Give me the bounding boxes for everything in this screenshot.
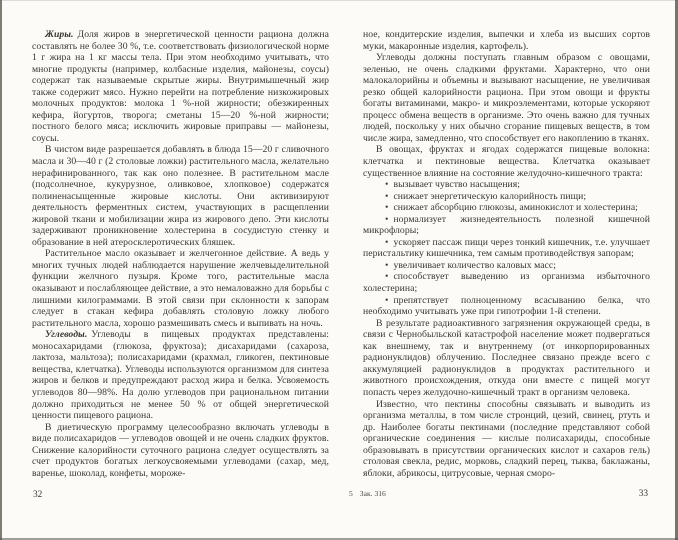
bullet-icon: • — [385, 179, 389, 191]
list-item — [363, 271, 650, 294]
paragraph-text: В диетическую программу целесообразно включать углеводы в виде полисахаридов — углеводов овощей и не очень сладких фруктов. Снижение калорийности суточного рациона следует осуществлять за счет продуктов богатых легкоусвояемыми углеводами (сахар, мед, варенье, шоколад, конфеты, мороже- — [32, 421, 329, 479]
paragraph-pure-oil — [32, 144, 329, 248]
list-item-text: увеличивает количество каловых масс; — [393, 259, 556, 271]
page-number-left: 32 — [33, 490, 43, 500]
page-right-text-column — [363, 29, 650, 479]
printers-signature — [349, 489, 386, 498]
paragraph-fats — [32, 29, 329, 144]
list-item-text: препятствует полноценному всасыванию белка, что необходимо учитывать уже при гипотрофии 1-й степени. — [363, 294, 650, 318]
paragraph-diet-program — [32, 422, 329, 480]
list-item-text: снижает энергетическую калорийность пищи; — [393, 190, 587, 202]
paragraph-vegetable-oil — [32, 248, 329, 329]
scan-edge-left — [0, 0, 2, 540]
lead-word-fats: Жиры. — [45, 29, 74, 40]
list-item — [363, 260, 650, 272]
list-item-text: способствует выведению из организма избыточного холестерина; — [363, 271, 650, 295]
paragraph-text: Растительное масло оказывает и желчегонное действие. А ведь у многих тучных людей наблюдается нарушение желчевыделительной функции желчного пузыря. Кроме того, растительные масла оказывают и послабляющее действие, а это немаловажно для борьбы с лишними килограммами. В этой связи при склонности к запорам следует в стакан кефира добавлять столовую ложку любого растительного масла, хорошо размешивать смесь и выпивать на ночь. — [32, 248, 329, 329]
paragraph-continuation — [363, 29, 650, 52]
list-item-text: снижает абсорбцию глюкозы, аминокислот и холестерина; — [393, 202, 638, 214]
paragraph-carbohydrates — [32, 329, 329, 421]
paragraph-text: Известно, что пектины способны связывать и выводить из организма металлы, в том числе стронций, цезий, свинец, ртуть и др. Наиболее богаты пектинами (последние представляют собой органические соединения — кислые полисахариды, способные образовывать в присутствии органических кислот и сахаров гель) столовая свекла, редис, морковь, сладкий перец, тыква, баклажаны, яблоки, абрикосы, цитрусовые, черная сморо- — [363, 398, 650, 479]
list-item — [363, 202, 650, 214]
signature-number: 5 — [349, 489, 353, 498]
paragraph-carbs-vegetables — [363, 52, 650, 144]
paragraph-text: Доля жиров в энергетической ценности рациона должна составлять не более 30 %, т.е. соответствовать физиологической норме 1 г жира на 1 кг массы тела. При этом необходимо учитывать, что многие продукты (например, колбасные изделия, майонезы, соусы) содержат так называемые скрытые жиры. Внутримышечный жир также содержит мясо. Нужно перейти на потребление низкожировых молочных продуктов: молока 1 %-ной жирности; обезжиренных кефира, йогуртов, творога; сметаны 15—20 %-ной жирности; постного белого мяса; исключить жировые приправы — майонезы, соусы. — [32, 29, 329, 144]
paragraph-text: В чистом виде разрешается добавлять в блюда 15—20 г сливочного масла и 30—40 г (2 столовые ложки) растительного масла, желательно нерафинированного, так как оно полезнее. В растительном масле (подсолнечное, кукурузное, оливковое, хлопковое) содержатся полиненасыщенные жировые кислоты. Они активизируют деятельность ферментных систем, участвующих в расщеплении жировой ткани и мобилизации жира из жирового депо. Эти кислоты задерживают проникновение холестерина в сосудистую стенку и образование в ней атеросклеротических бляшек. — [32, 144, 329, 248]
bullet-icon: • — [385, 202, 389, 214]
list-item-text: нормализует жизнедеятельность полезной кишечной микрофлоры; — [363, 213, 650, 237]
page-left-text-column — [32, 29, 329, 479]
list-item — [363, 214, 650, 237]
page-right-footer — [349, 489, 648, 499]
paragraph-text: Углеводы в пищевых продуктах представлены: моносахаридами (глюкоза, фруктоза); дисахаридами (сахароза, лактоза, мальтоза); полисахаридами (крахмал, гликоген, пектиновые вещества, клетчатка). Углеводы используются организмом для синтеза жиров и белков и предупреждают расход жира и белка. Усвояемость углеводов 80—98%. На долю углеводов при рациональном питании должно приходиться не менее 50 % от общей энергетической ценности пищевого рациона. — [32, 329, 329, 422]
list-item — [363, 237, 650, 260]
bullet-icon: • — [385, 271, 389, 283]
list-item — [363, 191, 650, 203]
paragraph-text: ное, кондитерские изделия, выпечки и хлеба из высших сортов муки, макаронные изделия, картофель). — [363, 29, 650, 52]
list-item — [363, 179, 650, 191]
lead-word-carbohydrates: Углеводы. — [45, 329, 88, 341]
bullet-icon: • — [385, 190, 389, 202]
bullet-icon: • — [385, 259, 389, 271]
bullet-icon: • — [385, 294, 389, 306]
page-number-right: 33 — [638, 489, 648, 499]
paragraph-text: Углеводы должны поступать главным образом с овощами, зеленью, не очень сладкими фруктами. Характерно, что они малокалорийны и объемны и вызывают насыщение, не увеличивая резко общей калорийности рациона. При этом овощи и фрукты богаты витаминами, макро- и микроэлементами, которые ускоряют процесс обмена веществ в организме. Это очень важно для тучных людей, поскольку у них обычно сгорание пищевых веществ, в том числе жира, замедленно, что способствует его накоплению в тканях. — [363, 52, 650, 144]
scan-edge-top — [0, 0, 678, 1]
paragraph-pectins — [363, 399, 650, 480]
bullet-icon: • — [385, 213, 389, 225]
list-item — [363, 295, 650, 318]
list-item-text: ускоряет пассаж пищи через тонкий кишечник, т.е. улучшает перистальтику кишечника, тем самым противодействуя запорам; — [363, 236, 650, 260]
paragraph-fiber-intro — [363, 144, 650, 179]
bullet-icon: • — [385, 236, 389, 248]
list-item-text: вызывает чувство насыщения; — [393, 179, 521, 191]
paragraph-text: В овощах, фруктах и ягодах содержатся пищевые волокна: клетчатка и пектиновые вещества. Клетчатка оказывает существенное влияние на состояние желудочно-кишечного тракта: — [363, 144, 650, 179]
paragraph-text: В результате радиоактивного загрязнения окружающей среды, в связи с Чернобыльской катастрофой население может подвергаться как внешнему, так и внутреннему (от инкорпорированных радионуклидов) облучению. Последнее связано прежде всего с аккумуляцией радионуклидов в продуктах растительного и животного происхождения, откуда они вместе с пищей могут попасть через желудочно-кишечный тракт в организм человека. — [363, 317, 650, 398]
paragraph-radiation — [363, 318, 650, 399]
order-number: Зак. 316 — [359, 489, 386, 498]
